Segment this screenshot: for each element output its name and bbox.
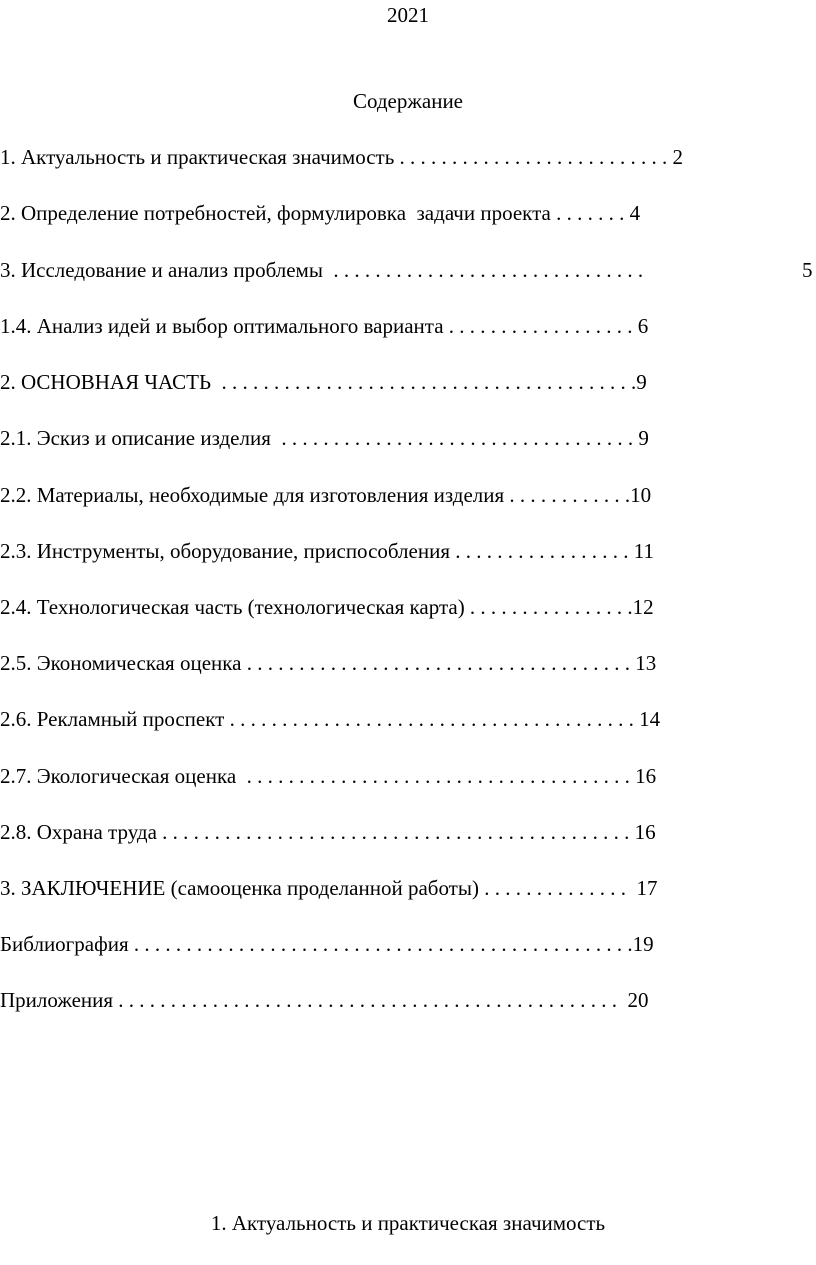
toc-entry: Приложения . . . . . . . . . . . . . . . . . . . . . . . . . . . . . . . . . . . . . . . . . . . . . . . . 20	[0, 988, 649, 1012]
toc-entry: 2.1. Эскиз и описание изделия . . . . . . . . . . . . . . . . . . . . . . . . . . . . . . . . . . 9	[0, 426, 649, 450]
toc-entry: Библиография . . . . . . . . . . . . . . . . . . . . . . . . . . . . . . . . . . . . . . . . . . . . . . . .19	[0, 932, 654, 956]
toc-entry: 2.5. Экономическая оценка . . . . . . . . . . . . . . . . . . . . . . . . . . . . . . . . . . . . . 13	[0, 651, 657, 675]
toc-entry: 2.2. Материалы, необходимые для изготовления изделия . . . . . . . . . . . .10	[0, 483, 652, 507]
toc-entry: 2.7. Экологическая оценка . . . . . . . . . . . . . . . . . . . . . . . . . . . . . . . . . . . . . 16	[0, 764, 657, 788]
toc-entry: 2.6. Рекламный проспект . . . . . . . . . . . . . . . . . . . . . . . . . . . . . . . . . . . . . . . 14	[0, 707, 661, 731]
toc-entry: 2.4. Технологическая часть (технологическая карта) . . . . . . . . . . . . . . . .12	[0, 595, 654, 619]
toc-entry: 3. ЗАКЛЮЧЕНИЕ (самооценка проделанной работы) . . . . . . . . . . . . . . 17	[0, 876, 658, 900]
toc-entry: 2. ОСНОВНАЯ ЧАСТЬ . . . . . . . . . . . . . . . . . . . . . . . . . . . . . . . . . . . . . . . .9	[0, 370, 647, 394]
toc-entry: 1. Актуальность и практическая значимость . . . . . . . . . . . . . . . . . . . . . . . . . . 2	[0, 145, 684, 169]
year-label: 2021	[387, 3, 429, 27]
toc-entry: 2.8. Охрана труда . . . . . . . . . . . . . . . . . . . . . . . . . . . . . . . . . . . . . . . . . . . . . 16	[0, 820, 656, 844]
toc-title: Содержание	[352, 89, 464, 113]
toc-entry: 1.4. Анализ идей и выбор оптимального варианта . . . . . . . . . . . . . . . . . . 6	[0, 314, 649, 338]
toc-entry: 3. Исследование и анализ проблемы . . . . . . . . . . . . . . . . . . . . . . . . . . . . . .	[0, 258, 644, 282]
toc-entry: 2.3. Инструменты, оборудование, приспособления . . . . . . . . . . . . . . . . . 11	[0, 539, 654, 563]
toc-entry: 2. Определение потребностей, формулировка задачи проекта . . . . . . . 4	[0, 201, 641, 225]
toc-page-number: 5	[802, 258, 813, 282]
section-heading: 1. Актуальность и практическая значимость	[210, 1211, 606, 1235]
